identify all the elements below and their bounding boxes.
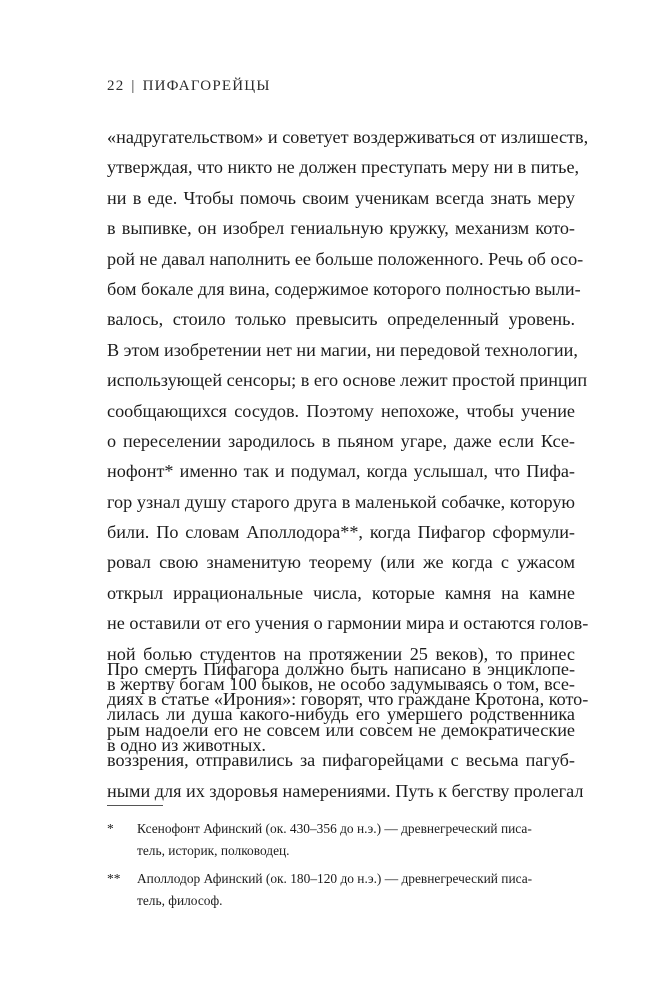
text-line: в одно из животных. [107, 734, 266, 755]
text-line: лилась ли душа какого-нибудь его умершего родственника [107, 704, 575, 725]
paragraph-2 [107, 654, 589, 806]
text-line: не оставили от его учения о гармонии мира и остаются голов- [107, 613, 589, 634]
footnotes [107, 818, 575, 918]
text-line: рой не давал наполнить ее больше положенного. Речь об осо- [107, 248, 584, 269]
footnote-line: Ксенофонт Афинский (ок. 430–356 до н.э.) — древнегреческий писа- [137, 821, 532, 836]
text-line: гор узнал душу старого друга в маленькой собачке, которую [107, 491, 575, 512]
page-number: 22 [107, 78, 125, 94]
section-title: ПИФАГОРЕЙЦЫ [142, 78, 271, 94]
footnote-line: тель, историк, полководец. [137, 843, 290, 858]
text-line: сообщающихся сосудов. Поэтому непохоже, чтобы учение [107, 400, 575, 421]
footnote [107, 818, 575, 862]
footnote-marker: * [107, 821, 114, 836]
text-line: утверждая, что никто не должен преступать меру ни в питье, [107, 157, 580, 178]
text-line: «надругательством» и советует воздерживаться от излишеств, [107, 127, 589, 147]
footnote-text [137, 818, 575, 862]
text-line: Про смерть Пифагора должно быть написано в энциклопе- [107, 659, 575, 679]
text-line: ной болью студентов на протяжении 25 веков), то принес [107, 643, 575, 664]
text-line: ровал свою знаменитую теорему (или же когда с ужасом [107, 552, 575, 573]
text-line: В этом изобретении нет ни магии, ни передовой технологии, [107, 339, 578, 360]
text-line: открыл иррациональные числа, которые камня на камне [107, 582, 575, 603]
footnote [107, 868, 575, 912]
text-line: ными для их здоровья намерениями. Путь к бегству пролегал [107, 780, 584, 801]
text-line: нофонт* именно так и подумал, когда услышал, что Пифа- [107, 461, 575, 482]
footnote-text [137, 868, 575, 912]
text-line: бом бокале для вина, содержимое которого полностью выли- [107, 278, 581, 299]
text-line: били. По словам Аполлодора**, когда Пифагор сформули- [107, 522, 575, 543]
running-head [107, 78, 271, 95]
header-separator: | [131, 78, 136, 94]
footnote-line: Аполлодор Афинский (ок. 180–120 до н.э.) — древнегреческий писа- [137, 871, 533, 886]
text-line: о переселении зародилось в пьяном угаре, даже если Ксе- [107, 430, 575, 451]
text-line: ни в еде. Чтобы помочь своим ученикам всегда знать меру [107, 187, 575, 208]
text-line: в жертву богам 100 быков, не особо задумываясь о том, все- [107, 674, 575, 695]
text-line: валось, стоило только превысить определенный уровень. [107, 309, 575, 330]
footnote-line: тель, философ. [137, 893, 223, 908]
text-line: использующей сенсоры; в его основе лежит простой принцип [107, 370, 588, 391]
footnote-marker: ** [107, 871, 121, 886]
text-line: диях в статье «Ирония»: говорят, что граждане Кротона, кото- [107, 689, 589, 710]
text-line: рым надоели его не совсем или совсем не демократические [107, 719, 575, 740]
footnote-divider [107, 805, 163, 806]
text-line: воззрения, отправились за пифагорейцами с весьма пагуб- [107, 750, 575, 771]
text-line: в выпивке, он изобрел гениальную кружку, механизм кото- [107, 218, 575, 239]
